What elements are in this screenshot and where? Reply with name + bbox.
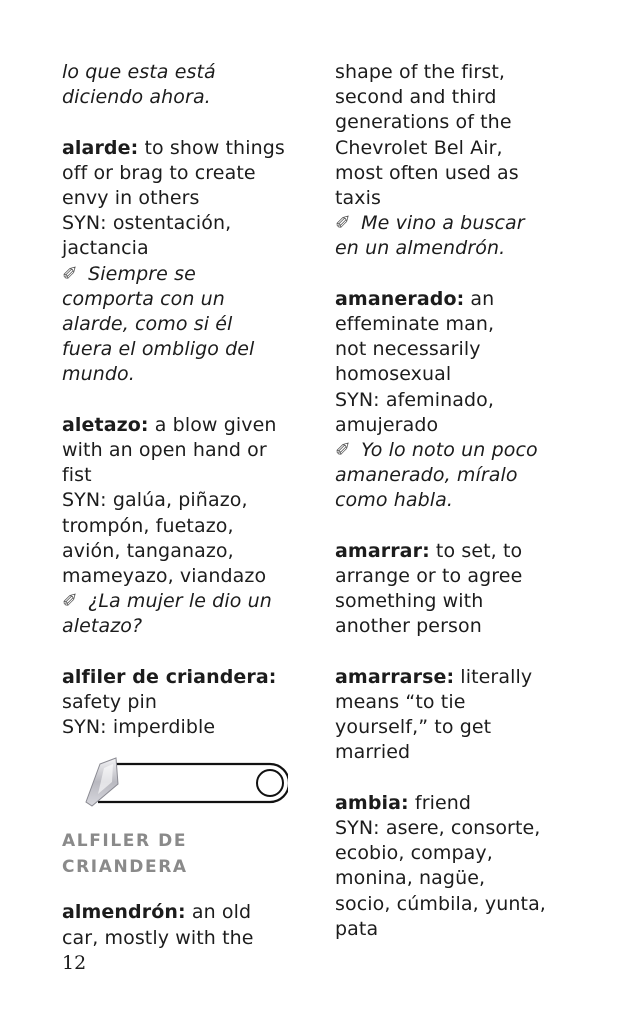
synonyms-line: jactancia — [62, 237, 149, 260]
entry-almendron — [62, 900, 318, 950]
entry-alfiler-de-criandera — [62, 665, 318, 741]
synonyms-line: SYN: galúa, piñazo, — [62, 489, 248, 512]
synonyms-line: SYN: imperdible — [62, 716, 216, 739]
safety-pin-illustration — [82, 754, 288, 816]
definition-line: homosexual — [335, 363, 452, 386]
entry-amarrar — [335, 539, 585, 640]
definition-line: safety pin — [62, 691, 158, 714]
synonyms-line: amujerado — [335, 413, 439, 436]
definition-line: envy in others — [62, 187, 200, 209]
example-line: comporta con un — [62, 287, 225, 310]
example-line: alarde, como si él — [62, 313, 233, 336]
synonyms-line: trompón, fuetazo, — [62, 514, 234, 537]
entry-aletazo — [62, 413, 318, 640]
synonyms-line: monina, nagüe, — [335, 867, 486, 890]
pencil-icon: ✐ — [335, 212, 352, 235]
pencil-icon: ✐ — [62, 590, 79, 613]
definition: an old — [185, 901, 252, 924]
definition-line: yourself,” to get — [335, 716, 492, 739]
synonyms-line: pata — [335, 917, 379, 940]
synonyms-line: ecobio, compay, — [335, 842, 493, 865]
definition-line: car, mostly with the — [62, 926, 254, 949]
example-line: Me vino a buscar — [361, 212, 525, 235]
definition-line: arrange or to agree — [335, 565, 523, 588]
definition-line: off or brag to create — [62, 161, 256, 184]
caption-line: ALFILER DE — [62, 831, 188, 852]
definition-line: fist — [62, 464, 92, 487]
definition-line: not necessarily — [335, 338, 481, 361]
definition-line: another person — [335, 615, 482, 638]
definition-line: with an open hand or — [62, 439, 267, 462]
page-number: 12 — [62, 952, 87, 974]
headword: amarrarse: — [335, 665, 455, 688]
definition-line: something with — [335, 590, 484, 613]
definition: to set, to — [429, 539, 523, 562]
example-line: en un almendrón. — [335, 237, 506, 260]
definition: a blow given — [148, 413, 277, 436]
headword: almendrón: — [62, 901, 186, 924]
headword: amanerado: — [335, 287, 465, 310]
synonyms-line: SYN: asere, consorte, — [335, 817, 541, 840]
headword: ambia: — [335, 791, 409, 814]
entry-amanerado — [335, 287, 585, 514]
continued-example — [62, 60, 318, 110]
definition-line: generations of the — [335, 111, 512, 134]
example-line: fuera el ombligo del — [62, 338, 255, 361]
definition-line: taxis — [335, 187, 382, 210]
entry-almendron-continued — [335, 60, 585, 262]
synonyms-line: socio, cúmbila, yunta, — [335, 892, 546, 915]
definition-line: married — [335, 741, 411, 764]
example-line: como habla. — [335, 489, 454, 512]
example-line: aletazo? — [62, 615, 143, 638]
headword: aletazo: — [62, 413, 149, 436]
headword: amarrar: — [335, 539, 430, 562]
definition-line: shape of the first, — [335, 61, 506, 83]
example-line: diciendo ahora. — [62, 86, 211, 109]
headword: alfiler de criandera: — [62, 665, 277, 688]
left-column — [62, 60, 318, 951]
definition: literally — [454, 665, 533, 688]
caption-line: CRIANDERA — [62, 857, 188, 878]
definition-line: second and third — [335, 86, 497, 109]
illustration-caption — [62, 828, 318, 880]
example-line: Siempre se — [88, 262, 196, 285]
definition-line: most often used as — [335, 161, 519, 184]
synonyms-line: avión, tanganazo, — [62, 539, 234, 562]
entry-alarde — [62, 136, 318, 388]
definition-line: means “to tie — [335, 691, 466, 714]
definition: to show things — [138, 136, 285, 159]
example-line: lo que esta está — [62, 61, 216, 83]
definition: friend — [408, 791, 472, 814]
entry-amarrarse — [335, 665, 585, 766]
synonyms-line: mameyazo, viandazo — [62, 565, 267, 588]
synonyms-line: SYN: afeminado, — [335, 388, 495, 411]
example-line: amanerado, míralo — [335, 464, 518, 487]
definition-line: effeminate man, — [335, 313, 495, 336]
example-line: ¿La mujer le dio un — [88, 590, 272, 613]
pencil-icon: ✐ — [335, 439, 352, 462]
definition-line: Chevrolet Bel Air, — [335, 136, 503, 159]
headword: alarde: — [62, 136, 139, 159]
right-column — [335, 60, 585, 942]
example-line: Yo lo noto un poco — [361, 439, 538, 462]
pencil-icon: ✐ — [62, 262, 79, 285]
definition: an — [464, 287, 495, 310]
entry-ambia — [335, 791, 585, 942]
example-line: mundo. — [62, 363, 135, 386]
synonyms-line: SYN: ostentación, — [62, 212, 232, 235]
